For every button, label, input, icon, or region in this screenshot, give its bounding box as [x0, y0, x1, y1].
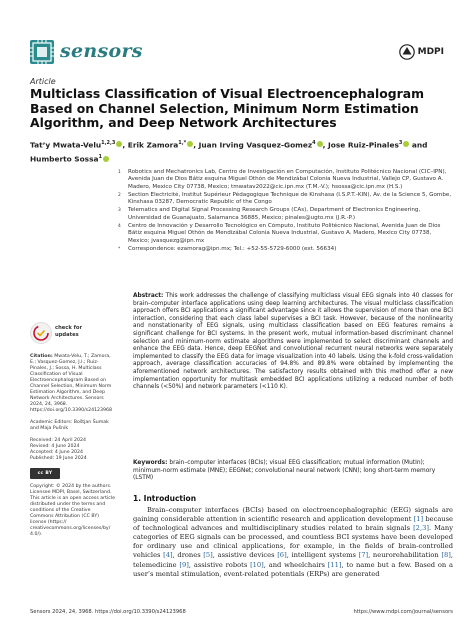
affiliation-number: *: [118, 246, 121, 252]
citation-link[interactable]: [8]: [441, 551, 451, 560]
journal-name: sensors: [60, 40, 143, 62]
copyright-notice: Copyright: © 2024 by the authors. Licensee MDPI, Basel, Switzerland. This article is an open access article distributed under the terms and conditions of the Creative Commons Attribution (CC BY) license (https:// creativecommons.org/licenses/by/ 4.0/).: [30, 484, 116, 537]
cc-license-badge[interactable]: [30, 468, 115, 479]
publisher-logo: [399, 44, 444, 60]
date-published: Published: 19 June 2024: [30, 456, 87, 461]
citation-link[interactable]: [9]: [179, 560, 189, 569]
check-updates-label: [55, 325, 82, 338]
author-list: Tat’y Mwata-Velu$^{1,2,3}$ , Erik Zamora$^{1,*}$ , Juan Irving Vasquez-Gomez$^4$ , Jose Ruiz-Pinales$^3$ and Humberto Sossa$^1$: [30, 140, 428, 164]
affiliation-item: [118, 246, 453, 253]
footer-journal-link[interactable]: https://www.mdpi.com/journal/sensors: [353, 609, 453, 615]
affiliation-item: [118, 192, 453, 207]
author-affiliation-marker: 3: [398, 140, 403, 146]
citation-link[interactable]: [6]: [277, 551, 287, 560]
author-affiliation-marker: 1: [98, 154, 102, 161]
introduction-paragraph: Brain–computer interfaces (BCIs) based on electroencephalographic (EEG) signals are gaining considerable attention in scientific research and application development [1] because of technological advances and multidisciplinary studies related to brain signals [2,3]. Many categories of EEG signals can be processed, and countless BCI systems have been developed for ordinary use and clinical applications, for example, in the fields of brain-controlled vehicles [4], drones [5], assistive devices [6], intelligent systems [7], neurorehabilitation [8], telemedicine [9], assistive robots [10], and wheelchairs [11], to name but a few. Based on a user’s mental stimulation, event-related potentials (ERPs) are generated: [133, 506, 454, 578]
article-type: Article: [30, 77, 56, 86]
history-dates: [30, 438, 115, 462]
citation-text: Mwata-Velu, T.; Zamora, E.; Vasquez-Gomez, J.I.; Ruiz-Pinales, J.; Sossa, H. Multiclass Classification of Visual Electroencephalogram Based on Channel Selection, Minimum Norm Estimation Algorithm, and Deep Network Architectures. Sensors 2024, 24, 3968. https://doi.org/10.3390/s24123968: [30, 354, 112, 413]
journal-header: [30, 38, 444, 68]
section-heading-introduction: 1. Introduction: [133, 494, 197, 503]
author-affiliation-marker: 1,*: [178, 140, 187, 146]
affiliation-text: Correspondence: ezamorag@ipn.mx; Tel.: +52-55-5729-6000 (ext. 56634): [128, 245, 337, 252]
affiliation-item: [118, 223, 453, 245]
citation-link[interactable]: [5]: [203, 551, 213, 560]
author-name[interactable]: Erik Zamora: [127, 140, 179, 150]
author-name[interactable]: Juan Irving Vasquez-Gomez: [198, 140, 313, 150]
publisher-name: MDPI: [417, 47, 444, 57]
author-name[interactable]: Jose Ruiz-Pinales: [328, 140, 399, 150]
orcid-icon[interactable]: [103, 156, 109, 162]
abstract-text: This work addresses the challenge of classifying multiclass visual EEG signals into 40 classes for brain–computer interface applications using deep learning architectures. The visual multiclass classification approach offers BCI applications a significant advantage since it allows the supervision of more than one BCI interaction, considering that each class label supervises a BCI task. However, because of the nonlinearity and nonstationarity of EEG signals, using multiclass classification based on EEG features remains a significant challenge for BCI systems. In the present work, mutual information-based discriminant channel selection and minimum-norm estimate algorithms were implemented to select discriminant channels and enhance the EEG data. Hence, deep EEGNet and convolutional recurrent neural networks were separately implemented to classify the EEG data for image visualization into 40 labels. Using the k-fold cross-validation approach, average classification accuracies of 94.8% and 89.8% were obtained by implementing the aforementioned network architectures. The satisfactory results obtained with this method offer a new implementation opportunity for multitask embedded BCI applications utilizing a reduced number of both channels (<50%) and network parameters (<110 K).: [133, 293, 453, 391]
affiliation-text: Telematics and Digital Signal Processing Research Groups (CAs), Department of Electronics Engineering, Universidad de Guanajuato, Salamanca 36885, Mexico; pinales@ugto.mx (J.R.-P.): [128, 207, 421, 221]
affiliation-number: 4: [118, 224, 121, 230]
author-affiliation-marker: 1,2,3: [101, 140, 116, 146]
date-revised: Revised: 4 June 2024: [30, 444, 80, 449]
paper-title: Multiclass Classification of Visual Electroencephalogram Based on Channel Selection, Minimum Norm Estimation Algorithm, and Deep Network Architectures: [30, 86, 424, 130]
check-updates-line1: check for: [55, 325, 82, 331]
author-affiliation-marker: 4: [312, 140, 316, 146]
affiliation-list: [118, 169, 453, 254]
affiliation-number: 1: [118, 170, 121, 175]
orcid-icon[interactable]: [116, 141, 122, 147]
citation-link[interactable]: [2,3]: [413, 524, 429, 533]
orcid-icon[interactable]: [187, 141, 193, 147]
cc-by-icon: cc BY: [30, 468, 60, 479]
footer-citation: Sensors 2024, 24, 3968. https://doi.org/10.3390/s24123968: [30, 609, 186, 615]
mdpi-logo-icon: [399, 44, 415, 60]
orcid-icon[interactable]: [403, 141, 409, 147]
affiliation-item: [118, 207, 453, 222]
check-updates-line2: updates: [55, 331, 79, 338]
keywords: [133, 460, 453, 483]
affiliation-item: [118, 169, 453, 191]
abstract-label: Abstract:: [133, 293, 164, 299]
academic-editors: Academic Editors: Boštjan Šumak and Maja Pušnik: [30, 420, 109, 431]
check-updates-icon: [30, 322, 52, 344]
citation-link[interactable]: [4]: [163, 551, 173, 560]
orcid-icon[interactable]: [317, 141, 323, 147]
sensors-logo-icon: [30, 40, 54, 64]
abstract: [133, 293, 453, 392]
citation-block: [30, 354, 115, 414]
keywords-label: Keywords:: [133, 460, 168, 466]
author-name[interactable]: Tat’y Mwata-Velu: [30, 140, 102, 150]
affiliation-text: Centro de Innovación y Desarrollo Tecnológico en Cómputo, Instituto Politécnico Nacional, Avenida Juan de Dios Bátiz esquina Miguel Othón de Mendizábal Colonia Nueva Industrial, Gustavo A. Madero, Mexico City 07738, Mexico; jvasquezg@ipn.mx: [128, 223, 441, 244]
article-info-sidebar: [30, 322, 115, 544]
date-received: Received: 24 April 2024: [30, 438, 86, 443]
citation-link[interactable]: [10]: [250, 560, 264, 569]
affiliation-text: Robotics and Mechatronics Lab, Centro de Investigación en Computación, Instituto Politécnico Nacional (CIC–IPN), Avenida Juan de Dios Bátiz esquina Miguel Othón de Mendizábal Colonia Nueva Industrial, Vallejo CP, Gustavo A. Madero, Mexico City 07738, Mexico; tmwatav2022@cic.ipn.mx (T.M.-V.); hsossa@cic.ipn.mx (H.S.): [128, 169, 447, 190]
keywords-text: brain–computer interfaces (BCIs); visual EEG classification; mutual information (MutIn); minimum-norm estimate (MNE); EEGNet; convolutional neural network (CNN); long short-term memory (LSTM): [133, 460, 436, 482]
check-for-updates-badge[interactable]: [30, 322, 115, 346]
author-name[interactable]: Humberto Sossa: [30, 154, 99, 164]
date-accepted: Accepted: 4 June 2024: [30, 450, 84, 455]
affiliation-text: Section Electricité, Institut Supérieur Pédagogique Technique de Kinshasa (I.S.P.T.-KIN), Av. de la Science 5, Gombe, Kinshasa 03287, Democratic Republic of the Congo: [128, 191, 452, 206]
citation-link[interactable]: [11]: [327, 560, 342, 569]
affiliation-number: 2: [118, 192, 121, 198]
citation-link[interactable]: [1]: [413, 515, 424, 524]
citation-link[interactable]: [7]: [358, 551, 369, 560]
citation-label: Citation:: [30, 354, 53, 359]
affiliation-number: 3: [118, 208, 121, 214]
page-footer: [30, 609, 453, 619]
